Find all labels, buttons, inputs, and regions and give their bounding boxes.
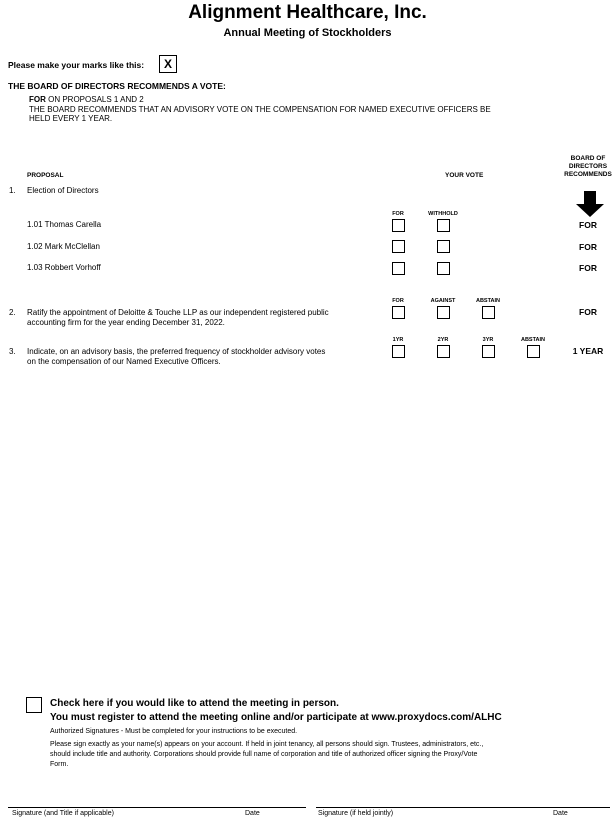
example-mark-box: X (159, 55, 177, 73)
your-vote-column-header: YOUR VOTE (445, 172, 484, 179)
proposal-3-number: 3. (9, 347, 16, 356)
nominee-2-withhold-checkbox[interactable] (437, 240, 450, 253)
nominee-1-name: 1.01 Thomas Carella (27, 220, 102, 229)
proposal-2-for-checkbox[interactable] (392, 306, 405, 319)
proposal-3-2yr-checkbox[interactable] (437, 345, 450, 358)
signing-instructions-line3: Form. (50, 761, 69, 768)
proposal-1-for-label: FOR (392, 211, 404, 217)
proposal-2-abstain-checkbox[interactable] (482, 306, 495, 319)
board-rec-header-line2: DIRECTORS (568, 163, 608, 170)
nominee-3-recommendation: FOR (579, 263, 597, 273)
nominee-3-for-checkbox[interactable] (392, 262, 405, 275)
proposal-3-text-line1: Indicate, on an advisory basis, the preferred frequency of stockholder advisory votes (27, 347, 326, 356)
proposal-3-1yr-label: 1YR (392, 337, 404, 343)
nominee-3-name: 1.03 Robbert Vorhoff (27, 263, 101, 272)
signature-line-2[interactable] (316, 807, 610, 808)
arrow-down-icon (576, 191, 604, 217)
proposal-3-1yr-checkbox[interactable] (392, 345, 405, 358)
proposal-2-against-label: AGAINST (430, 298, 456, 304)
board-recommends-column-header (560, 155, 615, 179)
recommend-frequency-line: THE BOARD RECOMMENDS THAT AN ADVISORY VOTE ON THE COMPENSATION FOR NAMED EXECUTIVE OFFICERS BE (29, 104, 491, 114)
nominee-1-recommendation: FOR (579, 220, 597, 230)
proposal-column-header: PROPOSAL (27, 172, 64, 179)
recommend-frequency-line-2: HELD EVERY 1 YEAR. (29, 114, 113, 123)
board-rec-header-line1: BOARD OF (570, 155, 606, 162)
nominee-2-name: 1.02 Mark McClellan (27, 242, 100, 251)
proposal-2-text (27, 308, 329, 327)
proposal-3-text-line2: on the compensation of our Named Executive Officers. (27, 356, 221, 366)
nominee-2-recommendation: FOR (579, 242, 597, 252)
nominee-3-withhold-checkbox[interactable] (437, 262, 450, 275)
proposal-3-3yr-label: 3YR (482, 337, 494, 343)
proposal-3-2yr-label: 2YR (437, 337, 449, 343)
proposal-2-against-checkbox[interactable] (437, 306, 450, 319)
signing-instructions-line2: should include title and authority. Corporations should provide full name of corporation and title of authorized officer signing the Proxy/Vote (50, 751, 478, 758)
recommend-for: FOR (29, 95, 46, 104)
date-2-label: Date (553, 810, 568, 817)
nominee-1-for-checkbox[interactable] (392, 219, 405, 232)
authorized-signatures-note: Authorized Signatures - Must be completed for your instructions to be executed. (50, 728, 298, 735)
signature-line-1[interactable] (8, 807, 306, 808)
board-recommends-heading: THE BOARD OF DIRECTORS RECOMMENDS A VOTE: (8, 81, 226, 91)
proposal-3-3yr-checkbox[interactable] (482, 345, 495, 358)
nominee-2-for-checkbox[interactable] (392, 240, 405, 253)
recommend-proposals: ON PROPOSALS 1 AND 2 (45, 95, 144, 104)
proposal-2-number: 2. (9, 308, 16, 317)
register-instructions: You must register to attend the meeting online and/or participate at www.proxydocs.com/ALHC (50, 712, 502, 723)
proposal-1-text: Election of Directors (27, 186, 99, 195)
attend-in-person-checkbox[interactable] (26, 697, 42, 713)
proposal-2-text-line2: accounting firm for the year ending December 31, 2022. (27, 317, 225, 327)
date-1-label: Date (245, 810, 260, 817)
proposal-3-recommendation: 1 YEAR (572, 346, 604, 356)
proposal-1-withhold-label: WITHHOLD (428, 211, 458, 217)
signature-1-label: Signature (and Title if applicable) (12, 810, 114, 817)
nominee-1-withhold-checkbox[interactable] (437, 219, 450, 232)
proposal-3-abstain-checkbox[interactable] (527, 345, 540, 358)
meeting-subtitle: Annual Meeting of Stockholders (223, 27, 392, 39)
marks-instruction: Please make your marks like this: (8, 60, 145, 70)
proposal-2-for-label: FOR (392, 298, 404, 304)
board-rec-header-line3: RECOMMENDS (564, 171, 612, 178)
proposal-2-recommendation: FOR (579, 307, 597, 317)
signature-2-label: Signature (if held jointly) (318, 810, 394, 817)
board-recommendations (29, 95, 569, 124)
proposal-3-text (27, 347, 325, 366)
proposal-2-abstain-label: ABSTAIN (475, 298, 501, 304)
company-title: Alignment Healthcare, Inc. (188, 2, 427, 23)
proposal-2-text-line1: Ratify the appointment of Deloitte & Touche LLP as our independent registered public (27, 308, 329, 317)
attend-in-person-label: Check here if you would like to attend the meeting in person. (50, 698, 339, 709)
proposal-3-abstain-label: ABSTAIN (520, 337, 546, 343)
signing-instructions-line1: Please sign exactly as your name(s) appears on your account. If held in joint tenancy, all persons should sign. Trustees, administrators, etc., (50, 741, 484, 748)
proposal-1-number: 1. (9, 186, 16, 195)
